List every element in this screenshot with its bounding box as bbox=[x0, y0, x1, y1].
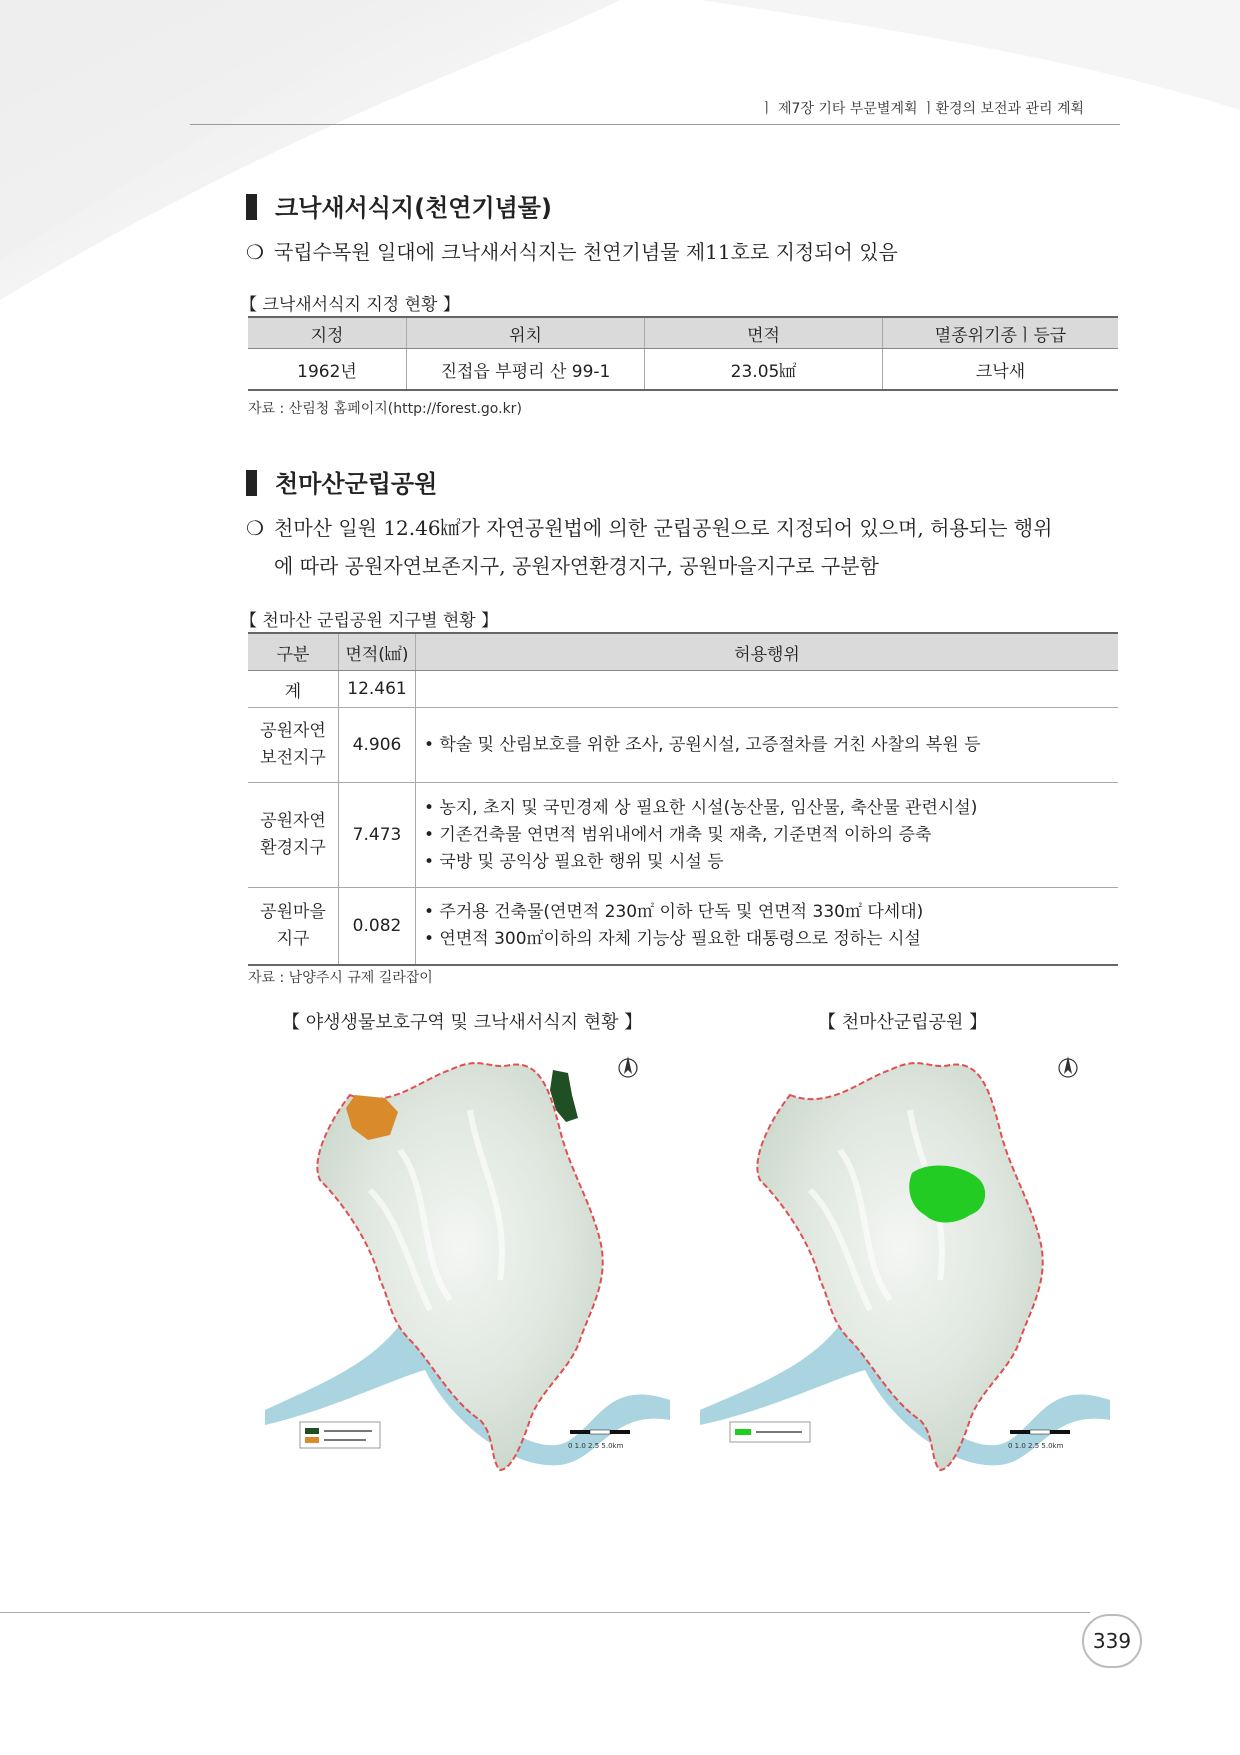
cell-activities bbox=[416, 708, 1119, 783]
table-row bbox=[248, 708, 1118, 783]
cell-species: 크낙새 bbox=[883, 349, 1119, 391]
circle-bullet-icon: ❍ bbox=[246, 240, 264, 264]
cell-area: 12.461 bbox=[339, 671, 416, 708]
table-row bbox=[248, 671, 1118, 708]
chapter-header: ㅣ 제7장 기타 부문별계획 ㅣ환경의 보전과 관리 계획 bbox=[760, 101, 1085, 117]
header-decoration bbox=[0, 0, 1240, 330]
cell-district: 공원자연 환경지구 bbox=[248, 783, 339, 888]
title-bar-icon bbox=[246, 470, 257, 496]
table-row bbox=[248, 349, 1118, 391]
col-allowed-activities: 허용행위 bbox=[416, 633, 1119, 671]
footer-divider bbox=[0, 1612, 1090, 1613]
scale-label: 0 1.0 2.5 5.0km bbox=[568, 1442, 624, 1450]
park-district-table bbox=[248, 632, 1118, 966]
wildlife-woodpecker-map bbox=[250, 1040, 670, 1480]
cell-district: 공원자연 보전지구 bbox=[248, 708, 339, 783]
section2-paragraph-line2: 에 따라 공원자연보존지구, 공원자연환경지구, 공원마을지구로 구분함 bbox=[274, 554, 879, 578]
scale-label: 0 1.0 2.5 5.0km bbox=[1008, 1442, 1064, 1450]
section1-title: 크낙새서식지(천연기념물) bbox=[246, 188, 552, 223]
circle-bullet-icon: ❍ bbox=[246, 516, 264, 540]
table-row bbox=[248, 783, 1118, 888]
table1-caption: 【 크낙새서식지 지정 현황 】 bbox=[240, 295, 460, 315]
activity-item: • 연면적 300㎡이하의 자체 기능상 필요한 대통령으로 정하는 시설 bbox=[424, 929, 921, 949]
scale-bar bbox=[570, 1430, 630, 1434]
activity-item: • 국방 및 공익상 필요한 행위 및 시설 등 bbox=[424, 851, 724, 872]
col-area: 면적(㎢) bbox=[339, 633, 416, 671]
table-header-row bbox=[248, 317, 1118, 349]
scale-bar bbox=[1010, 1430, 1070, 1434]
left-map-caption: 【 야생생물보호구역 및 크낙새서식지 현황 】 bbox=[282, 1012, 643, 1033]
cell-area: 7.473 bbox=[339, 783, 416, 888]
source-note-1: 자료 : 산림청 홈페이지(http://forest.go.kr) bbox=[248, 401, 522, 417]
cell-area: 0.082 bbox=[339, 888, 416, 966]
section1-paragraph: ❍ 국립수목원 일대에 크낙새서식지는 천연기념물 제11호로 지정되어 있음 bbox=[246, 240, 898, 264]
title-bar-icon bbox=[246, 194, 257, 220]
activity-item: • 학술 및 산림보호를 위한 조사, 공원시설, 고증절차를 거친 사찰의 복원 등 bbox=[424, 734, 981, 755]
col-area: 면적 bbox=[645, 317, 883, 349]
activity-item: • 주거용 건축물(연면적 230㎡ 이하 단독 및 연면적 330㎡ 다세대) bbox=[424, 902, 924, 922]
cell-location: 진접읍 부평리 산 99-1 bbox=[407, 349, 645, 391]
legend-box bbox=[730, 1422, 810, 1442]
designation-table bbox=[248, 316, 1118, 391]
cell-activities bbox=[416, 671, 1119, 708]
county-park-map bbox=[690, 1040, 1110, 1480]
right-map-caption: 【 천마산군립공원 】 bbox=[818, 1012, 988, 1033]
page-number: 339 bbox=[1082, 1614, 1142, 1668]
activity-item: • 농지, 초지 및 국민경제 상 필요한 시설(농산물, 임산물, 축산물 관련시설) bbox=[424, 797, 978, 818]
col-district: 구분 bbox=[248, 633, 339, 671]
cell-activities bbox=[416, 783, 1119, 888]
cell-year: 1962년 bbox=[248, 349, 407, 391]
cell-activities bbox=[416, 888, 1119, 966]
col-designation: 지정 bbox=[248, 317, 407, 349]
table2-caption: 【 천마산 군립공원 지구별 현황 】 bbox=[240, 611, 499, 631]
col-location: 위치 bbox=[407, 317, 645, 349]
cell-area: 4.906 bbox=[339, 708, 416, 783]
section2-paragraph-line1: ❍ 천마산 일원 12.46㎢가 자연공원법에 의한 군립공원으로 지정되어 있으며, 허용되는 행위 bbox=[246, 516, 1053, 540]
col-endangered-grade: 멸종위기종ㅣ등급 bbox=[883, 317, 1119, 349]
activity-item: • 기존건축물 연면적 범위내에서 개축 및 재축, 기준면적 이하의 증축 bbox=[424, 824, 932, 845]
legend-box bbox=[300, 1422, 380, 1448]
north-arrow-icon bbox=[1059, 1056, 1077, 1077]
table-header-row bbox=[248, 633, 1118, 671]
section2-title: 천마산군립공원 bbox=[246, 464, 437, 499]
cell-district: 계 bbox=[248, 671, 339, 708]
cell-area: 23.05㎢ bbox=[645, 349, 883, 391]
cell-district: 공원마을 지구 bbox=[248, 888, 339, 966]
source-note-2: 자료 : 남양주시 규제 길라잡이 bbox=[248, 970, 433, 986]
header-divider bbox=[190, 124, 1120, 125]
north-arrow-icon bbox=[619, 1056, 637, 1077]
table-row bbox=[248, 888, 1118, 966]
